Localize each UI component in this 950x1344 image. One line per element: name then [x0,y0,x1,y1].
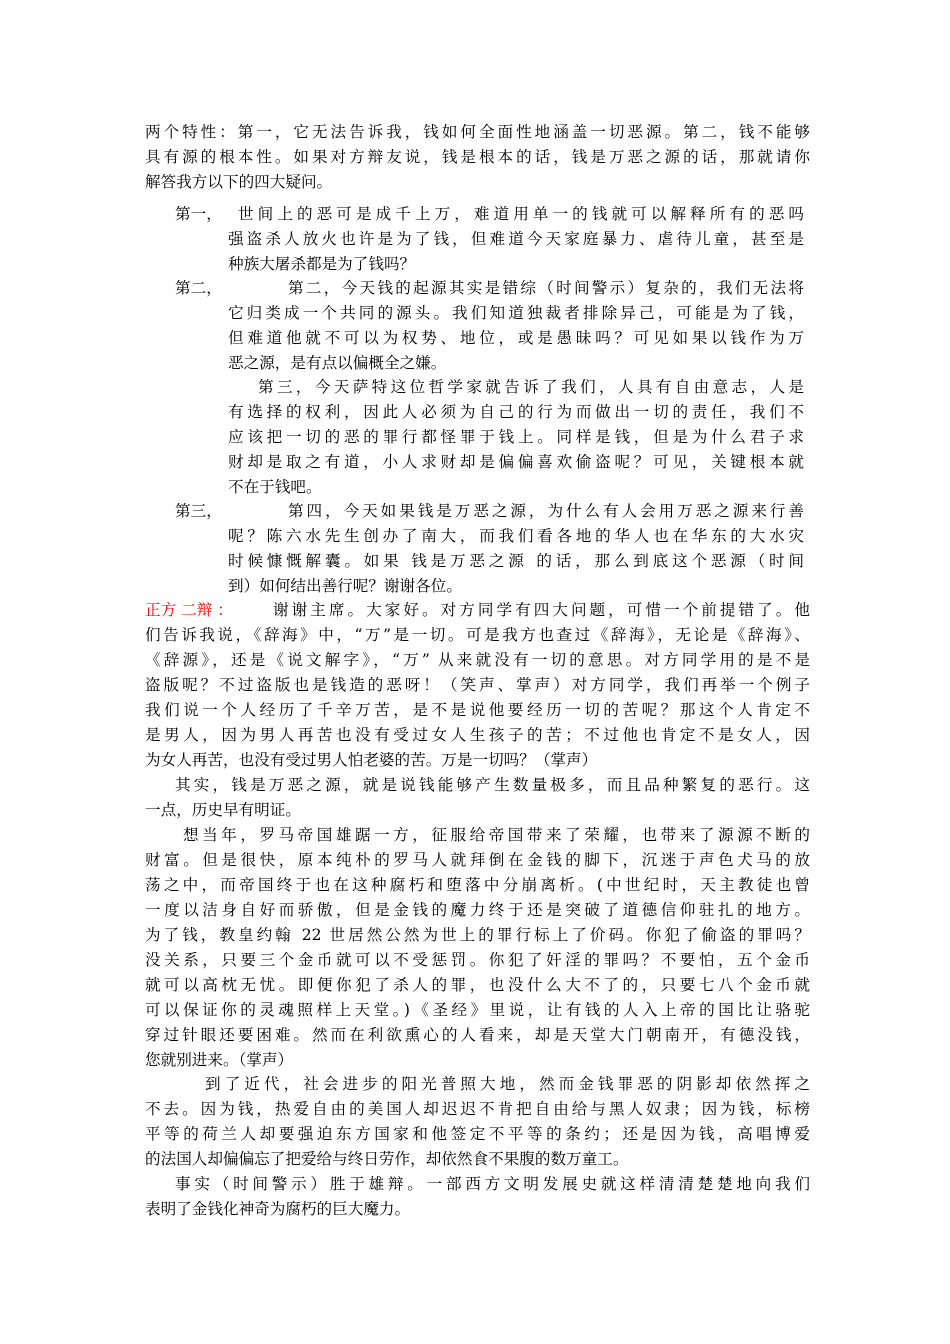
text-line: 强盗杀人放火也许是为了钱，但难道今天家庭暴力、虐待儿童，甚至是 [228,230,804,248]
text-line: 时候慷慨解囊。如果 钱是万恶之源 的话，那么到底这个恶源（时间 [228,552,804,570]
text-line: 谢谢主席。大家好。对方同学有四大问题，可惜一个前提错了。他 [273,601,810,619]
text-line: 穿过针眼还要困难。然而在利欲熏心的人看来，却是天堂大门朝南开，有德没钱， [145,1026,810,1044]
text-line: 没关系，只要三个金币就可以不受惩罚。你犯了奸淫的罪吗？不要怕，五个金币 [145,951,810,969]
speaker-label: 正方 二辩 ： [145,601,233,619]
text-line: 我们说一个人经历了千辛万苦，是不是说他要经历一切的苦呢？那这个人肯定不 [145,701,810,719]
text-line: 是男人，因为男人再苦也没有受过女人生孩子的苦；不过他也肯定不是女人，因 [145,726,810,744]
text-line: 呢？陈六水先生创办了南大，而我们看各地的华人也在华东的大水灾 [228,527,804,545]
text-line: 第三，今天萨特这位哲学家就告诉了我们，人具有自由意志，人是 [258,378,804,396]
text-line: 它归类成一个共同的源头。我们知道独裁者排除异己，可能是为了钱， [228,304,804,322]
text-line: 到了近代，社会进步的阳光普照大地，然而金钱罪恶的阴影却依然挥之 [205,1075,810,1093]
text-line: 世间上的恶可是成千上万，难道用单一的钱就可以解释所有的恶吗 [238,205,804,223]
text-line: 就可以高枕无忧。即便你犯了杀人的罪，也没什么大不了的，只要七八个金币就 [145,976,810,994]
text-line: 恶之源，是有点以偏概全之嫌。 [228,354,447,372]
text-line: 财却是取之有道，小人求财却是偏偏喜欢偷盗呢？可见，关键根本就 [228,453,804,471]
text-line: 的法国人却偏偏忘了把爱给与终日劳作，却依然食不果腹的数万童工。 [145,1150,629,1168]
text-line: 荡之中，而帝国终于也在这种腐朽和堕落中分崩离析。(中世纪时，天主教徒也曾 [145,876,810,894]
text-line: 其实，钱是万恶之源，就是说钱能够产生数量极多，而且品种繁复的恶行。这 [175,776,810,794]
text-line: 但难道他就不可以为权势、地位，或是愚昧吗？可见如果以钱作为万 [228,329,804,347]
list-label: 第三， [175,502,222,520]
text-line: 不去。因为钱，热爱自由的美国人却迟迟不肯把自由给与黑人奴隶；因为钱，标榜 [145,1100,810,1118]
list-label: 第一， [175,205,222,223]
text-line: 您就别进来。（掌声） [145,1051,294,1069]
text-line: 表明了金钱化神奇为腐朽的巨大魔力。 [145,1200,411,1218]
text-line: 事实（时间警示）胜于雄辩。一部西方文明发展史就这样清清楚楚地向我们 [175,1175,810,1193]
text-line: 财富。但是很快，原本纯朴的罗马人就拜倒在金钱的脚下，沉迷于声色犬马的放 [145,851,810,869]
text-line: 想当年，罗马帝国雄踞一方，征服给帝国带来了荣耀，也带来了源源不断的 [183,826,810,844]
text-line: 第二，今天钱的起源其实是错综（时间警示）复杂的，我们无法将 [288,279,804,297]
text-line: 平等的荷兰人却要强迫东方国家和他签定不平等的条约；还是因为钱，高唱博爱 [145,1125,810,1143]
text-line: 为女人再苦，也没有受过男人怕老婆的苦。万是一切吗？（掌声） [145,751,598,769]
text-line: 两个特性：第一，它无法告诉我，钱如何全面性地涵盖一切恶源。第二，钱不能够 [145,123,810,141]
text-line: 第四，今天如果钱是万恶之源，为什么有人会用万恶之源来行善 [288,502,804,520]
text-line: 有选择的权利，因此人必须为自己的行为而做出一切的责任，我们不 [228,403,804,421]
text-line: 为了钱，教皇约翰 22 世居然公然为世上的罪行标上了价码。你犯了偷盗的罪吗？ [145,926,810,944]
text-line: 不在于钱吧。 [228,478,322,496]
text-line: 一度以洁身自好而骄傲，但是金钱的魔力终于还是突破了道德信仰驻扎的地方。 [145,901,810,919]
text-line: 们告诉我说，《辞海》中，“万”是一切。可是我方也查过《辞海》，无论是《辞海》、 [145,626,810,644]
text-line: 应该把一切的恶的罪行都怪罪于钱上。同样是钱，但是为什么君子求 [228,428,804,446]
text-line: 到）如何结出善行呢？谢谢各位。 [228,577,462,595]
text-line: 盗版呢？不过盗版也是钱造的恶呀！（笑声、掌声）对方同学，我们再举一个例子 [145,676,810,694]
text-line: 具有源的根本性。如果对方辩友说，钱是根本的话，钱是万恶之源的话，那就请你 [145,148,810,166]
text-line: 解答我方以下的四大疑问。 [145,173,333,191]
text-line: 可以保证你的灵魂照样上天堂。)《圣经》里说，让有钱的人入上帝的国比让骆驼 [145,1001,810,1019]
text-line: 种族大屠杀都是为了钱吗？ [228,255,416,273]
list-label: 第二， [175,279,222,297]
text-line: 一点，历史早有明证。 [145,801,301,819]
text-line: 《辞源》，还是《说文解字》，“万” 从来就没有一切的意思。对方同学用的是不是 [145,651,810,669]
